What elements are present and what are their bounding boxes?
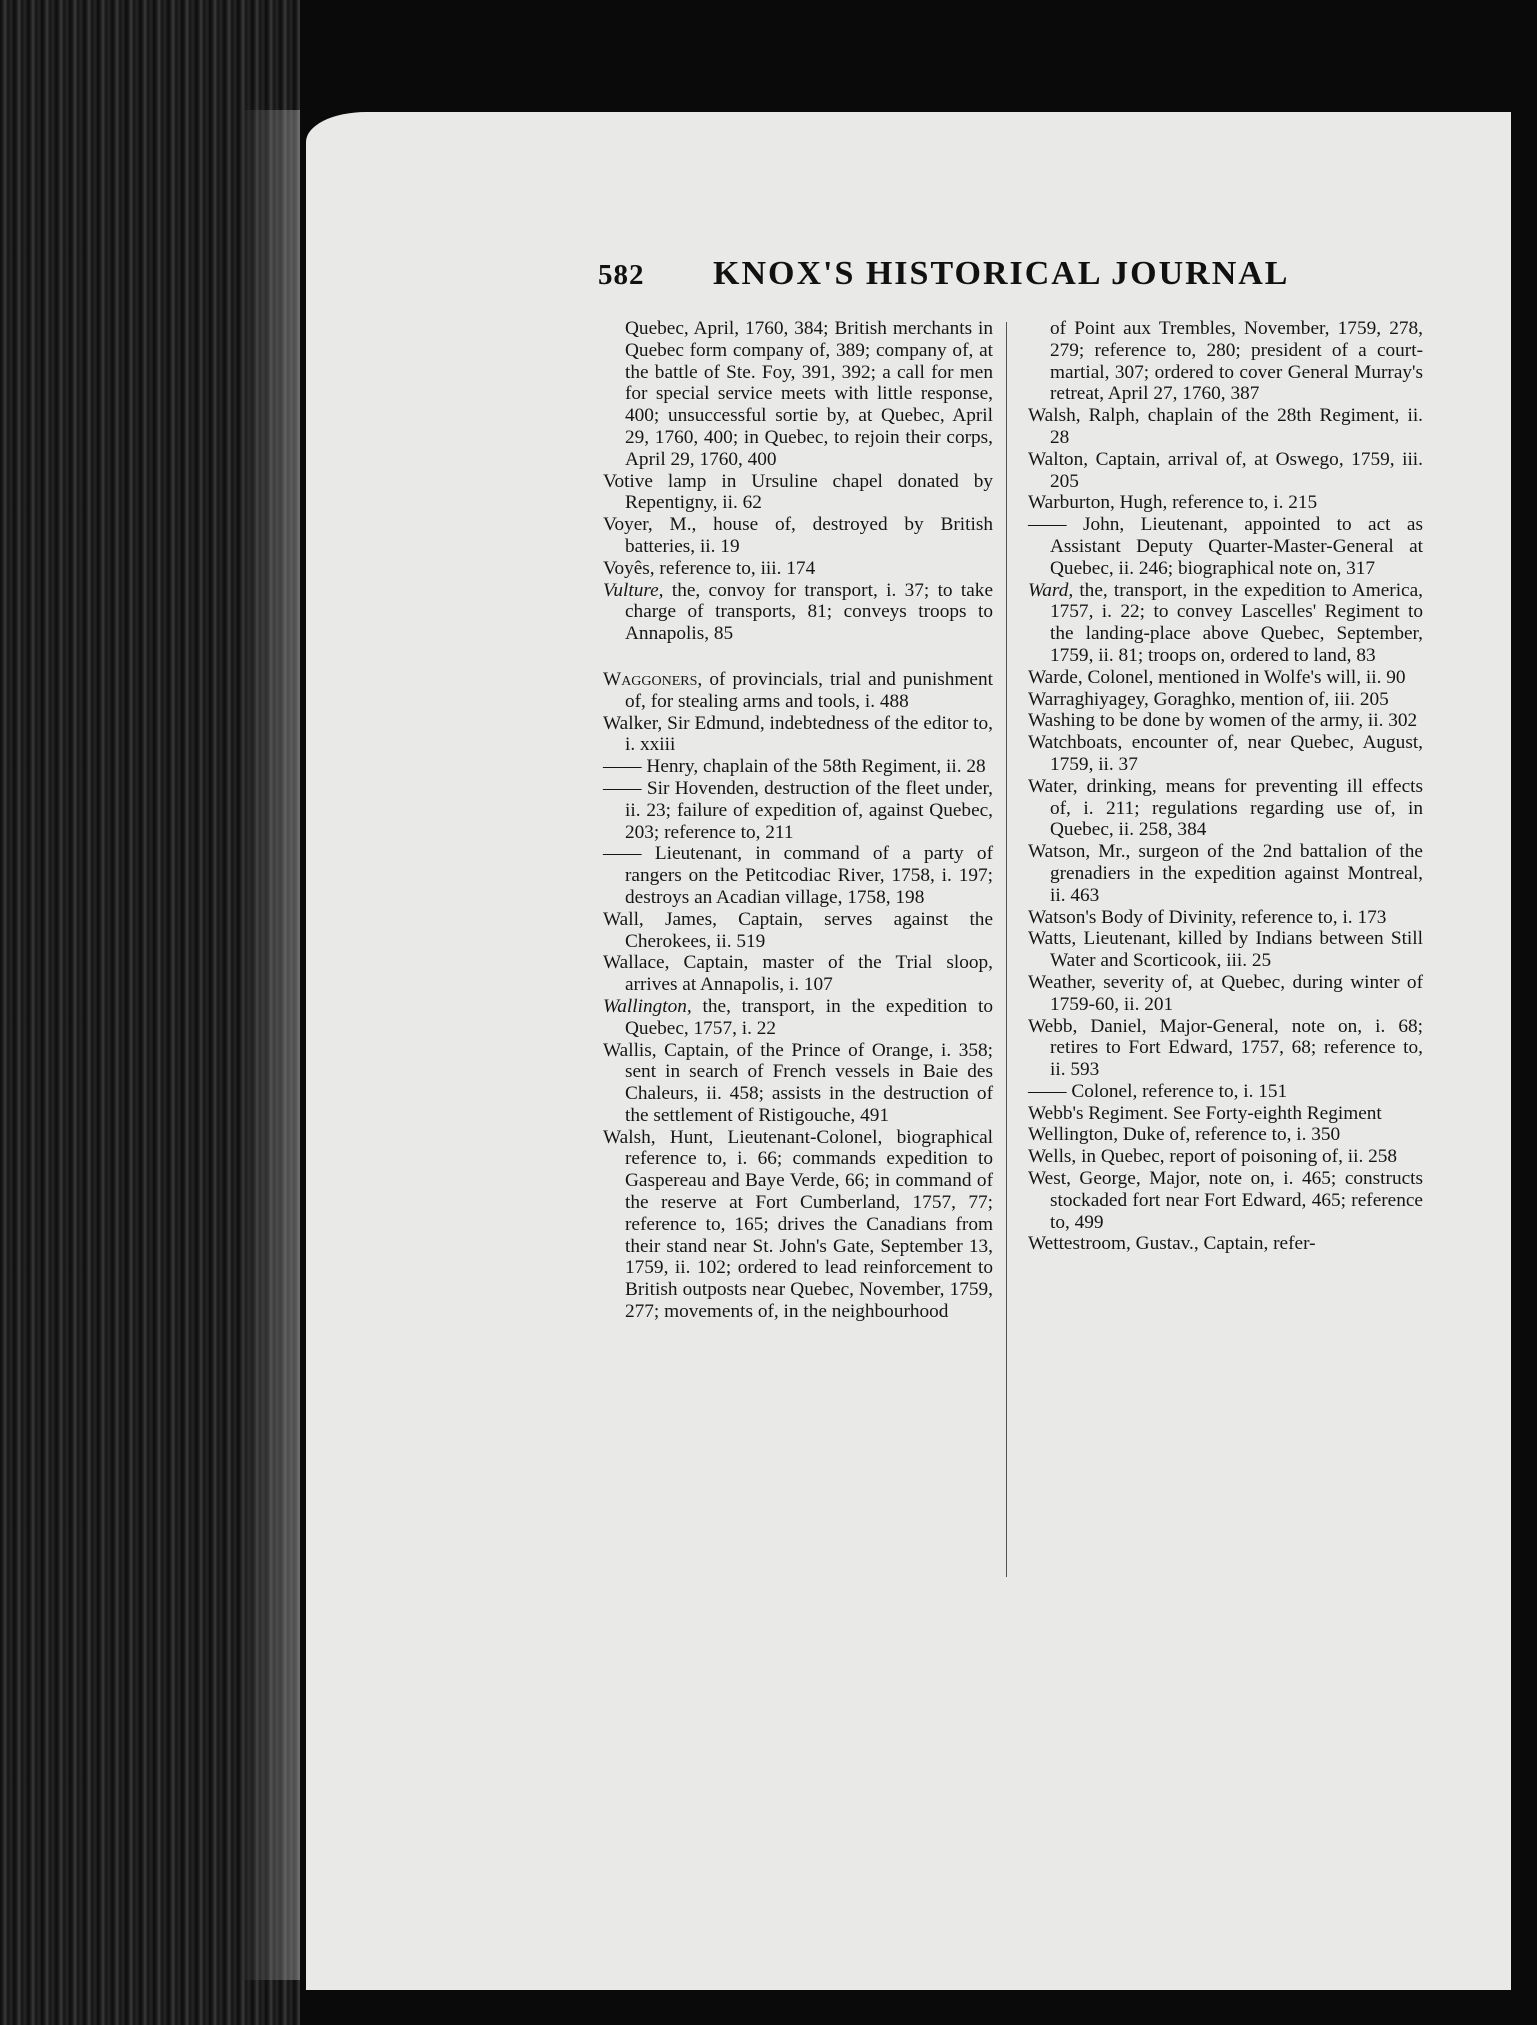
entry-text: John, Lieutenant, appointed to act as Assistant Deputy Quarter-Master-General at Quebec, ii. 246; biographical note on, 317 [1050,514,1423,579]
index-entry [603,1127,993,1323]
index-column-left [603,318,993,1323]
index-entry [1028,928,1423,972]
index-entry [603,669,993,713]
index-entry [1028,972,1423,1016]
ditto-dash [603,843,655,864]
index-entry [603,952,993,996]
entry-text: West, George, Major, note on, i. 465; constructs stockaded fort near Fort Edward, 465; reference to, 499 [1028,1168,1423,1233]
index-entry [1028,1124,1423,1146]
index-entry [1028,710,1423,732]
ditto-dash [603,778,647,799]
entry-text: Washing to be done by women of the army, ii. 302 [1028,710,1418,732]
page-stack-shadow [240,110,300,1980]
ditto-dash [1028,1081,1071,1102]
entry-text: the, convoy for transport, i. 37; to take charge of transports, 81; conveys troops to Annapolis, 85 [625,579,993,645]
index-entry [603,1040,993,1127]
index-entry [603,471,993,515]
entry-text: Water, drinking, means for preventing ill effects of, i. 211; regulations regarding use of, in Quebec, ii. 258, 384 [1028,775,1423,841]
entry-text: Warde, Colonel, mentioned in Wolfe's will, ii. 90 [1028,666,1406,688]
index-entry [1028,1016,1423,1081]
index-entry [603,756,993,778]
index-entry [1028,580,1423,667]
index-entry [1028,514,1423,579]
index-entry [603,580,993,645]
page-number: 582 [598,259,645,291]
entry-text: Wettestroom, Gustav., Captain, refer- [1028,1233,1316,1255]
entry-text: Wells, in Quebec, report of poisoning of, ii. 258 [1028,1146,1398,1168]
index-entry [603,996,993,1040]
index-column-right [1028,318,1423,1255]
entry-text: Henry, chaplain of the 58th Regiment, ii. 28 [646,756,986,778]
ditto-dash [603,756,646,777]
entry-text: the, transport, in the expedition to America, 1757, i. 22; to convey Lascelles' Regiment to the landing-place above Quebec, September, 1759, ii. 81; troops on, ordered to land, 83 [1050,579,1423,666]
ditto-dash [1028,514,1083,535]
entry-text: of provincials, trial and punishment of, for stealing arms and tools, i. 488 [625,668,993,712]
entry-text: Voyês, reference to, iii. 174 [603,557,816,579]
entry-text: Voyer, M., house of, destroyed by British batteries, ii. 19 [603,514,993,557]
entry-heading: Vulture, [603,579,664,601]
entry-text: Webb, Daniel, Major-General, note on, i. 68; retires to Fort Edward, 1757, 68; reference to, ii. 593 [1028,1015,1423,1081]
entry-text: Watchboats, encounter of, near Quebec, August, 1759, ii. 37 [1028,732,1423,775]
index-entry [1028,1103,1423,1125]
entry-text: Colonel, reference to, i. 151 [1071,1080,1288,1102]
index-entry [1028,776,1423,841]
index-entry [1028,907,1423,929]
index-entry [1028,1233,1423,1255]
index-entry [603,713,993,757]
index-entry [1028,318,1423,405]
index-entry [1028,667,1423,689]
index-entry [1028,841,1423,906]
entry-text: Walton, Captain, arrival of, at Oswego, 1759, iii. 205 [1028,448,1423,492]
entry-text: Watson's Body of Divinity, reference to, i. 173 [1028,906,1387,928]
index-entry [1028,1081,1423,1103]
page-header [598,255,1298,305]
index-entry [603,514,993,558]
index-entry [1028,689,1423,711]
index-entry [603,843,993,908]
entry-text: Wallace, Captain, master of the Trial sloop, arrives at Annapolis, i. 107 [603,952,993,996]
entry-heading: Ward, [1028,579,1074,601]
entry-text: Sir Hovenden, destruction of the fleet under, ii. 23; failure of expedition of, against Quebec, 203; reference to, 211 [625,777,993,843]
entry-text: Wallis, Captain, of the Prince of Orange, i. 358; sent in search of French vessels in Baie des Chaleurs, ii. 458; assists in the destruction of the settlement of Ristigouche, 491 [603,1039,993,1126]
index-entry [1028,1146,1423,1168]
entry-text: Weather, severity of, at Quebec, during winter of 1759-60, ii. 201 [1028,971,1423,1015]
entry-text: Walsh, Ralph, chaplain of the 28th Regiment, ii. 28 [1028,405,1423,448]
entry-text: of Point aux Trembles, November, 1759, 278, 279; reference to, 280; president of a court-martial, 307; ordered to cover General Murray's retreat, April 27, 1760, 387 [1050,318,1423,405]
entry-heading: Wallington, [603,995,692,1017]
entry-text: Warraghiyagey, Goraghko, mention of, iii. 205 [1028,688,1389,710]
entry-text: Watts, Lieutenant, killed by Indians between Still Water and Scorticook, iii. 25 [1028,928,1423,972]
index-entry [603,778,993,843]
entry-text: Walker, Sir Edmund, indebtedness of the editor to, i. xxiii [603,712,993,756]
index-entry [1028,492,1423,514]
index-entry [603,318,993,471]
entry-text: Webb's Regiment. See Forty-eighth Regiment [1028,1102,1382,1124]
column-divider [1006,322,1007,1577]
index-entry [1028,732,1423,776]
entry-text: Wall, James, Captain, serves against the Cherokees, ii. 519 [603,908,993,952]
entry-text: Wellington, Duke of, reference to, i. 350 [1028,1124,1341,1146]
entry-text: Walsh, Hunt, Lieutenant-Colonel, biographical reference to, i. 66; commands expedition to Gaspereau and Baye Verde, 66; in command of the reserve at Fort Cumberland, 1757, 77; reference to, 165; drives the Canadians from their stand near St. John's Gate, September 13, 1759, ii. 102; ordered to lead reinforcement to British outposts near Quebec, November, 1759, 277; movements of, in the neighbourhood [603,1126,993,1323]
entry-text: Watson, Mr., surgeon of the 2nd battalion of the grenadiers in the expedition against Montreal, ii. 463 [1028,841,1423,906]
index-entry [603,558,993,580]
entry-text: the, transport, in the expedition to Quebec, 1757, i. 22 [625,995,993,1039]
index-entry [603,909,993,953]
entry-heading: Waggoners, [603,668,703,690]
entry-text: Warburton, Hugh, reference to, i. 215 [1028,492,1318,514]
entry-text: Lieutenant, in command of a party of rangers on the Petitcodiac River, 1758, i. 197; destroys an Acadian village, 1758, 198 [625,843,993,908]
running-title: KNOX'S HISTORICAL JOURNAL [713,255,1290,292]
entry-text: Votive lamp in Ursuline chapel donated by Repentigny, ii. 62 [603,470,993,514]
entry-text: Quebec, April, 1760, 384; British merchants in Quebec form company of, 389; company of, at the battle of Ste. Foy, 391, 392; a call for men for special service meets with little response, 400; unsuccessful sortie by, at Quebec, April 29, 1760, 400; in Quebec, to rejoin their corps, April 29, 1760, 400 [625,318,993,470]
index-entry [1028,449,1423,493]
index-entry [1028,1168,1423,1233]
index-entry [1028,405,1423,449]
